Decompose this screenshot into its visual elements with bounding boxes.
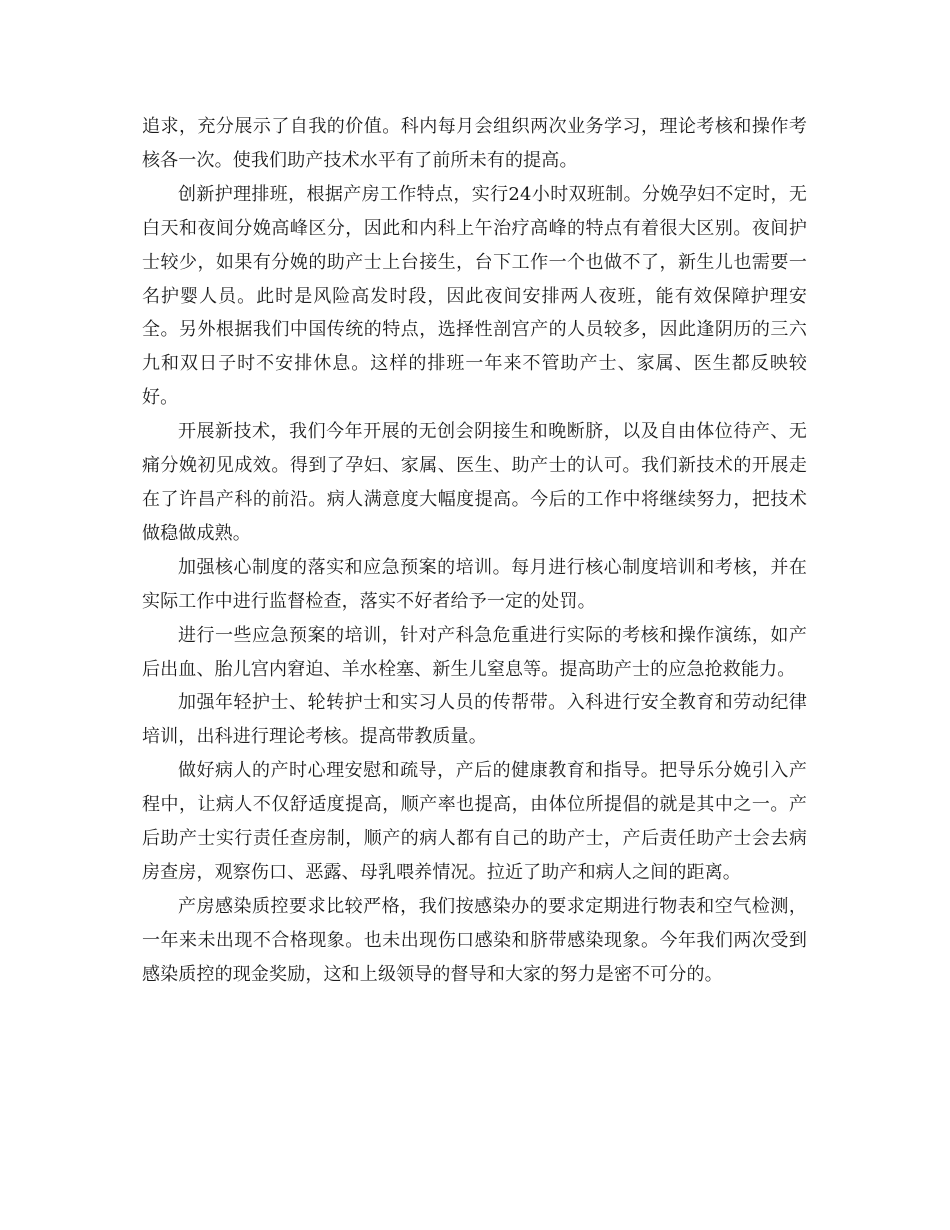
paragraph-emergency-drills: 进行一些应急预案的培训，针对产科急危重进行实际的考核和操作演练，如产后出血、胎儿宫内窘迫、羊水栓塞、新生儿窒息等。提高助产士的应急抢救能力。 [142, 624, 807, 680]
paragraph-infection-control: 产房感染质控要求比较严格，我们按感染办的要求定期进行物表和空气检测，一年来未出现不合格现象。也未出现伤口感染和脐带感染现象。今年我们两次受到感染质控的现金奖励，这和上级领导的督导和大家的努力是密不可分的。 [142, 895, 807, 985]
paragraph-core-system-training: 加强核心制度的落实和应急预案的培训。每月进行核心制度培训和考核，并在实际工作中进行监督检查，落实不好者给予一定的处罚。 [142, 556, 807, 612]
paragraph-shift-scheduling: 创新护理排班，根据产房工作特点，实行24小时双班制。分娩孕妇不定时，无白天和夜间分娩高峰区分，因此和内科上午治疗高峰的特点有着很大区别。夜间护士较少，如果有分娩的助产士上台接生，台下工作一个也做不了，新生儿也需要一名护婴人员。此时是风险高发时段，因此夜间安排两人夜班，能有效保障护理安全。另外根据我们中国传统的特点，选择性剖宫产的人员较多，因此逢阴历的三六九和双日子时不安排休息。这样的排班一年来不管助产士、家属、医生都反映较好。 [142, 183, 807, 409]
document-body [142, 110, 807, 992]
paragraph-continuation: 追求，充分展示了自我的价值。科内每月会组织两次业务学习，理论考核和操作考核各一次。使我们助产技术水平有了前所未有的提高。 [142, 116, 807, 171]
paragraph-new-techniques: 开展新技术，我们今年开展的无创会阴接生和晚断脐，以及自由体位待产、无痛分娩初见成效。得到了孕妇、家属、医生、助产士的认可。我们新技术的开展走在了许昌产科的前沿。病人满意度大幅度提高。今后的工作中将继续努力，把技术做稳做成熟。 [142, 421, 807, 544]
paragraph-patient-care: 做好病人的产时心理安慰和疏导，产后的健康教育和指导。把导乐分娩引入产程中，让病人不仅舒适度提高，顺产率也提高，由体位所提倡的就是其中之一。产后助产士实行责任查房制，顺产的病人都有自己的助产士，产后责任助产士会去病房查房，观察伤口、恶露、母乳喂养情况。拉近了助产和病人之间的距离。 [142, 760, 807, 883]
paragraph-mentoring: 加强年轻护士、轮转护士和实习人员的传帮带。入科进行安全教育和劳动纪律培训，出科进行理论考核。提高带教质量。 [142, 692, 807, 748]
